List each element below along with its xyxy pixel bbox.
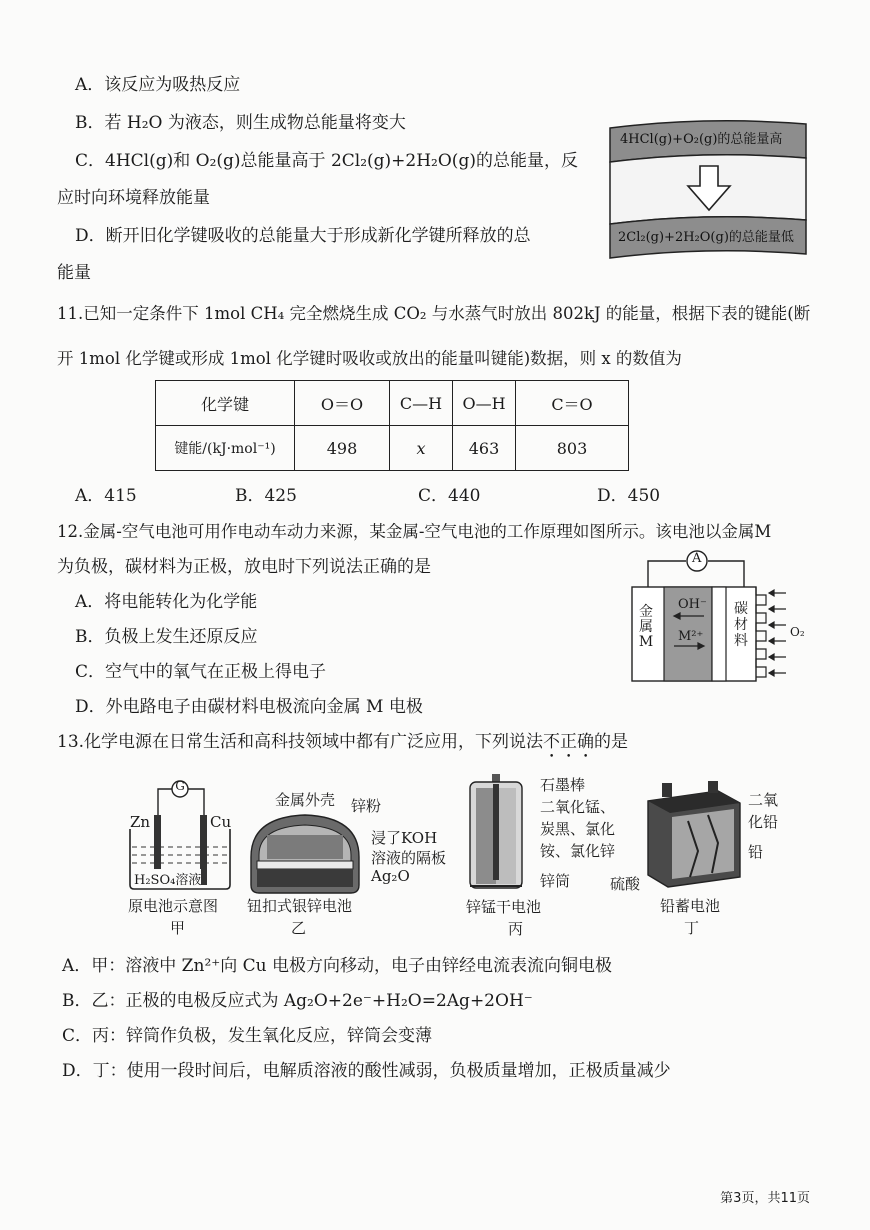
table-row-label: 键能/(kJ·mol⁻¹) [156, 426, 295, 471]
sulfuric-acid-label: 硫酸 [610, 875, 641, 893]
jia-caption: 原电池示意图 [128, 897, 219, 915]
metal-char: M [638, 634, 654, 650]
bing-caption: 锌锰干电池 [466, 898, 542, 916]
q10-option-c-cont: 应时向环境释放能量 [57, 188, 210, 208]
table-header: O＝O [295, 381, 390, 426]
carbon-char: 材 [734, 617, 748, 633]
yi-caption: 钮扣式银锌电池 [247, 897, 353, 915]
q11-option-b: B．425 [235, 486, 297, 506]
q10-option-c: C．4HCl(g)和 O₂(g)总能量高于 2Cl₂(g)+2H₂O(g)的总能量，反 [75, 151, 578, 171]
galvanometer-label: G [175, 779, 185, 793]
table-cell: 498 [295, 426, 390, 471]
table-cell: 463 [453, 426, 516, 471]
q12-stem-line1: 12.金属-空气电池可用作电动车动力来源，某金属-空气电池的工作原理如图所示。该电池以金属M [57, 522, 772, 541]
q13-option-b: B．乙：正极的电极反应式为 Ag₂O+2e⁻+H₂O=2Ag+2OH⁻ [62, 991, 533, 1011]
q13-figure-yi [245, 785, 445, 935]
q12-option-c: C．空气中的氧气在正极上得电子 [75, 662, 327, 682]
q12-battery-figure [628, 545, 813, 685]
zn-label: Zn [130, 813, 151, 831]
page-number: 第3页，共11页 [720, 1191, 810, 1206]
q10-bottom-label: 2Cl₂(g)+2H₂O(g)的总能量低 [618, 230, 794, 245]
metal-ion-label: M²⁺ [678, 629, 704, 644]
h2so4-label: H₂SO₄溶液 [134, 869, 201, 888]
metal-shell-label: 金属外壳 [275, 791, 336, 809]
zinc-powder-label: 锌粉 [351, 797, 382, 815]
oh-ion-label: OH⁻ [678, 597, 707, 612]
pbo2-label-2: 化铅 [748, 813, 779, 831]
q10-option-d-cont: 能量 [57, 263, 91, 283]
q11-stem-line2: 开 1mol 化学键或形成 1mol 化学键时吸收或放出的能量叫键能)数据，则 x 的数值为 [57, 349, 682, 368]
carbon-char: 碳 [734, 601, 748, 617]
table-cell: x [390, 426, 453, 471]
q11-bond-table [155, 380, 629, 471]
carbon-char: 料 [734, 633, 748, 649]
zinc-can-label: 锌筒 [540, 872, 571, 890]
q13-stem [57, 731, 628, 762]
q10-option-a: A．该反应为吸热反应 [75, 75, 241, 95]
q13-option-c: C．丙：锌筒作负极，发生氧化反应，锌筒会变薄 [62, 1026, 433, 1046]
table-header: 化学键 [156, 381, 295, 426]
ding-caption: 铅蓄电池 [660, 897, 721, 915]
table-header: C＝O [516, 381, 629, 426]
q13-option-d: D．丁：使用一段时间后，电解质溶液的酸性减弱，负极质量增加，正极质量减少 [62, 1061, 671, 1081]
q13-stem-prefix: 13.化学电源在日常生活和高科技领域中都有广泛应用，下列说法 [57, 732, 544, 752]
table-header: O—H [453, 381, 516, 426]
ag2o-label: Ag₂O [371, 867, 410, 885]
metal-electrode-label [637, 605, 655, 650]
bing-tag: 丙 [508, 920, 524, 938]
q13-figure-bing [460, 770, 630, 940]
metal-char: 属 [639, 619, 653, 635]
q11-option-c: C．440 [418, 486, 481, 506]
separator-label-1: 浸了KOH [371, 829, 438, 847]
q13-stem-emphasis: 不正确 [543, 732, 595, 752]
oxygen-label: O₂ [790, 625, 805, 639]
separator-label-2: 溶液的隔板 [371, 849, 447, 867]
ammeter-label: A [692, 551, 702, 566]
q10-energy-figure [606, 116, 810, 264]
q13-figure-jia [120, 775, 240, 935]
ding-tag: 丁 [684, 919, 700, 937]
pbo2-label-1: 二氧 [748, 791, 779, 809]
q13-stem-suffix: 的是 [594, 732, 629, 752]
yi-tag: 乙 [291, 919, 307, 937]
pb-label: 铅 [748, 843, 764, 861]
mix-label-1: 二氧化锰、 [540, 798, 616, 816]
mix-label-3: 铵、氯化锌 [540, 842, 616, 860]
q11-option-d: D．450 [597, 486, 661, 506]
metal-char: 金 [639, 604, 653, 620]
q12-option-a: A．将电能转化为化学能 [75, 592, 258, 612]
q12-option-b: B．负极上发生还原反应 [75, 627, 258, 647]
q11-option-a: A．415 [75, 486, 137, 506]
carbon-electrode-label [732, 601, 750, 649]
q10-top-label: 4HCl(g)+O₂(g)的总能量高 [620, 132, 783, 147]
q10-option-d: D．断开旧化学键吸收的总能量大于形成新化学键所释放的总 [75, 226, 531, 246]
jia-tag: 甲 [170, 919, 186, 937]
q12-stem-line2: 为负极，碳材料为正极，放电时下列说法正确的是 [57, 557, 431, 577]
mix-label-2: 炭黑、氯化 [540, 820, 616, 838]
table-row [156, 381, 629, 426]
graphite-rod-label: 石墨棒 [540, 776, 586, 794]
cu-label: Cu [210, 813, 232, 831]
table-cell: 803 [516, 426, 629, 471]
table-header: C—H [390, 381, 453, 426]
table-row [156, 426, 629, 471]
q13-figure-ding [608, 775, 808, 940]
q12-option-d: D．外电路电子由碳材料电极流向金属 M 电极 [75, 697, 423, 717]
q11-stem-line1: 11.已知一定条件下 1mol CH₄ 完全燃烧生成 CO₂ 与水蒸气时放出 802kJ 的能量，根据下表的键能(断 [57, 304, 811, 323]
q13-option-a: A．甲：溶液中 Zn²⁺向 Cu 电极方向移动，电子由锌经电流表流向铜电极 [62, 956, 612, 976]
q10-option-b: B．若 H₂O 为液态，则生成物总能量将变大 [75, 113, 406, 133]
